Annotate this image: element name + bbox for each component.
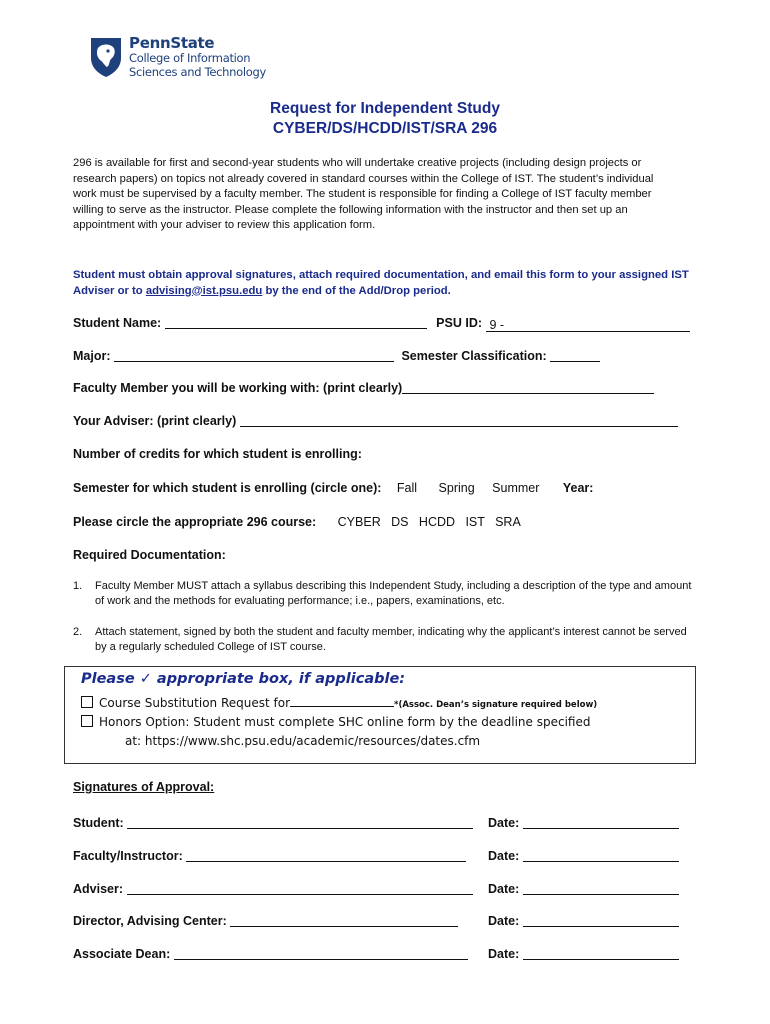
semester-label: Semester for which student is enrolling (circle one): (73, 481, 382, 495)
honors-option-url: at: https://www.shc.psu.edu/academic/resources/dates.cfm (125, 734, 481, 748)
student-name-row (73, 315, 690, 332)
honors-option-label: Honors Option: Student must complete SHC online form by the deadline specified (99, 715, 591, 729)
faculty-member-label: Faculty Member you will be working with: (print clearly) (73, 381, 403, 395)
signature-row-faculty (73, 848, 685, 863)
course-substitution-field[interactable] (290, 696, 394, 707)
course-substitution-label: Course Substitution Request for (99, 696, 291, 710)
signature-label: Faculty/Instructor: (73, 849, 183, 863)
date-label: Date: (488, 849, 520, 863)
year-label: Year: (562, 481, 594, 495)
credits-label: Number of credits for which student is enrolling: (73, 447, 362, 461)
signature-row-adviser (73, 881, 685, 896)
student-date-field[interactable] (523, 815, 679, 829)
course-row (73, 515, 521, 529)
adviser-date-field[interactable] (523, 881, 679, 895)
semester-row (73, 481, 593, 495)
semester-option-summer[interactable]: Summer (492, 481, 540, 495)
semester-classification-field[interactable] (550, 348, 600, 362)
semester-option-spring[interactable]: Spring (438, 481, 475, 495)
adviser-row (73, 413, 678, 428)
director-signature-field[interactable] (230, 913, 458, 927)
logo-college-line1: College of Information (129, 51, 251, 65)
adviser-field[interactable] (240, 413, 678, 427)
course-substitution-option (81, 696, 597, 710)
signatures-heading: Signatures of Approval: (73, 780, 215, 794)
documentation-item-text: Faculty Member MUST attach a syllabus describing this Independent Study, including a description of the type and amount of work and the methods for evaluating performance; i.e., papers, examinations, etc. (95, 580, 692, 607)
faculty-signature-field[interactable] (186, 848, 466, 862)
nittany-lion-shield-icon (89, 36, 123, 78)
major-field[interactable] (114, 348, 394, 362)
intro-paragraph: 296 is available for first and second-year students who will undertake creative projects (including design projects or research papers) on topics not already covered in standard courses within the College of IST. The student’s individual work must be supervised by a faculty member. The student is responsible for finding a College of IST faculty member willing to serve as the instructor. Please complete the following information with the instructor and then set up an appointment with your adviser to review this application form. (73, 157, 654, 232)
documentation-item-2 (73, 625, 693, 655)
date-label: Date: (488, 914, 520, 928)
faculty-member-row (73, 380, 654, 395)
date-label: Date: (488, 816, 520, 830)
student-name-field[interactable] (165, 315, 427, 329)
course-substitution-checkbox[interactable] (81, 696, 93, 708)
semester-classification-label: Semester Classification: (401, 349, 547, 363)
logo-college-line2: Sciences and Technology (129, 64, 267, 79)
psu-id-label: PSU ID: (436, 316, 483, 330)
signature-row-director (73, 913, 685, 928)
associate-dean-signature-field[interactable] (174, 946, 468, 960)
form-title: Request for Independent Study (270, 100, 500, 117)
course-label: Please circle the appropriate 296 course: (73, 515, 317, 529)
advising-email-link[interactable]: advising@ist.psu.edu (145, 284, 263, 297)
course-substitution-note: *(Assoc. Dean’s signature required below) (394, 700, 598, 710)
signature-row-student (73, 815, 685, 830)
documentation-heading: Required Documentation: (73, 548, 226, 562)
student-name-label: Student Name: (73, 316, 162, 330)
notice-text-1: Student must obtain approval signatures, attach required documentation, and email this form to your assigned IST Adviser or to (73, 269, 689, 297)
honors-option (81, 715, 590, 729)
adviser-label: Your Adviser: (print clearly) (73, 414, 237, 428)
options-box (64, 666, 696, 764)
form-subtitle: CYBER/DS/HCDD/IST/SRA 296 (272, 120, 498, 137)
faculty-member-field[interactable] (402, 380, 654, 394)
signature-label: Student: (73, 816, 124, 830)
signature-row-associate-dean (73, 946, 685, 961)
honors-option-checkbox[interactable] (81, 715, 93, 727)
documentation-item-number: 1. (73, 580, 83, 592)
semester-option-fall[interactable]: Fall (396, 481, 418, 495)
date-label: Date: (488, 947, 520, 961)
adviser-signature-field[interactable] (127, 881, 473, 895)
student-signature-field[interactable] (127, 815, 473, 829)
faculty-date-field[interactable] (523, 848, 679, 862)
options-box-heading: Please ✓ appropriate box, if applicable: (81, 671, 406, 687)
signature-label: Associate Dean: (73, 947, 171, 961)
pennstate-logo (89, 36, 266, 78)
documentation-item-text: Attach statement, signed by both the student and faculty member, indicating why the applicant’s interest cannot be served by a regularly scheduled College of IST course. (95, 626, 687, 653)
psu-id-field[interactable] (486, 318, 690, 332)
major-label: Major: (73, 349, 111, 363)
course-options[interactable]: CYBER DS HCDD IST SRA (337, 515, 521, 529)
associate-dean-date-field[interactable] (523, 946, 679, 960)
submission-notice (73, 268, 693, 299)
major-row (73, 348, 600, 363)
notice-text-2: by the end of the Add/Drop period. (262, 284, 451, 297)
signature-label: Adviser: (73, 882, 124, 896)
documentation-item-number: 2. (73, 626, 83, 638)
signature-label: Director, Advising Center: (73, 914, 227, 928)
date-label: Date: (488, 882, 520, 896)
credits-row (73, 447, 362, 461)
documentation-item-1 (73, 579, 693, 609)
logo-wordmark: PennState (129, 34, 215, 52)
psu-id-prefix: 9 - (489, 318, 505, 332)
director-date-field[interactable] (523, 913, 679, 927)
